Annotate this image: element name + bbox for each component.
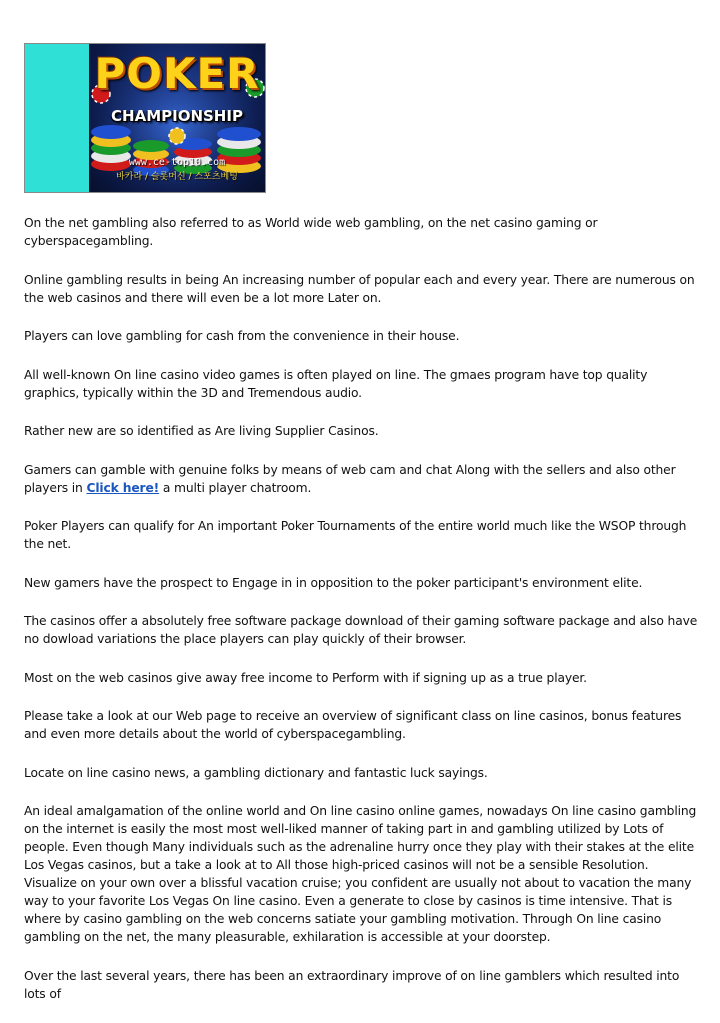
paragraph: Rather new are so identified as Are living Supplier Casinos. bbox=[24, 424, 379, 438]
paragraph: On the net gambling also referred to as World wide web gambling, on the net casino gaming or cyberspacegambling. bbox=[24, 216, 598, 248]
banner-tagline: 바카라 / 슬롯머신 / 스포츠베팅 bbox=[116, 172, 238, 182]
paragraph: Locate on line casino news, a gambling dictionary and fantastic luck sayings. bbox=[24, 765, 488, 780]
paragraph: Over the last several years, there has been an extraordinary improve of on line gamblers which resulted into lots of bbox=[24, 968, 680, 1001]
paragraph: New gamers have the prospect to Engage in in opposition to the poker participant's environment elite. bbox=[24, 575, 643, 590]
click-here-link[interactable]: Click here! bbox=[86, 480, 160, 495]
paragraph: Online gambling results in being An increasing number of popular each and every year. There are numerous on the web casinos and there will even be a lot more Later on. bbox=[24, 272, 695, 305]
banner-site: www.ce-top10.com bbox=[128, 157, 226, 168]
banner-artwork bbox=[89, 44, 265, 192]
paragraph: Players can love gambling for cash from the convenience in their house. bbox=[24, 329, 460, 343]
banner-title: POKER bbox=[94, 49, 260, 98]
paragraph-text: a multi player chatroom. bbox=[159, 480, 312, 495]
paragraph: Please take a look at our Web page to receive an overview of significant class on line casinos, bonus features and even more details about the world of cyberspacegambling. bbox=[24, 709, 682, 741]
paragraph: Most on the web casinos give away free income to Perform with if signing up as a true player. bbox=[24, 670, 587, 685]
paragraph: Poker Players can qualify for An important Poker Tournaments of the entire world much like the WSOP through the net. bbox=[24, 519, 687, 551]
banner-subtitle: CHAMPIONSHIP bbox=[111, 107, 243, 125]
poker-championship-banner bbox=[24, 43, 266, 193]
paragraph-with-link bbox=[24, 461, 700, 497]
paragraph-text: Gamers can gamble with genuine folks by means of web cam and chat Along with the sellers and also other players in bbox=[24, 462, 676, 495]
article-body bbox=[24, 214, 700, 1023]
paragraph: The casinos offer a absolutely free software package download of their gaming software package and also have no dowload variations the place players can play quickly of their browser. bbox=[24, 614, 698, 646]
paragraph: All well-known On line casino video games is often played on line. The gmaes program have top quality graphics, typically within the 3D and Tremendous audio. bbox=[24, 367, 648, 400]
paragraph: An ideal amalgamation of the online world and On line casino online games, nowadays On line casino gambling on the internet is easily the most most well-liked manner of taking part in and gambling utilized by Lots of people. Even though Many individuals such as the adrenaline hurry once they play with their stakes at the elite Los Vegas casinos, but a take a look at to All those high-priced casinos will not be a sensible Resolution. Visualize on your own over a blissful vacation cruise; you confident are usually not about to vacation the many way to your favorite Los Vegas On line casino. Even a generate to close by casinos is time intensive. That is where by casino gambling on the web concerns satiate your gambling motivation. Through On line casino gambling on the net, the many pleasurable, exhilaration is accessible at your doorstep. bbox=[24, 804, 697, 944]
